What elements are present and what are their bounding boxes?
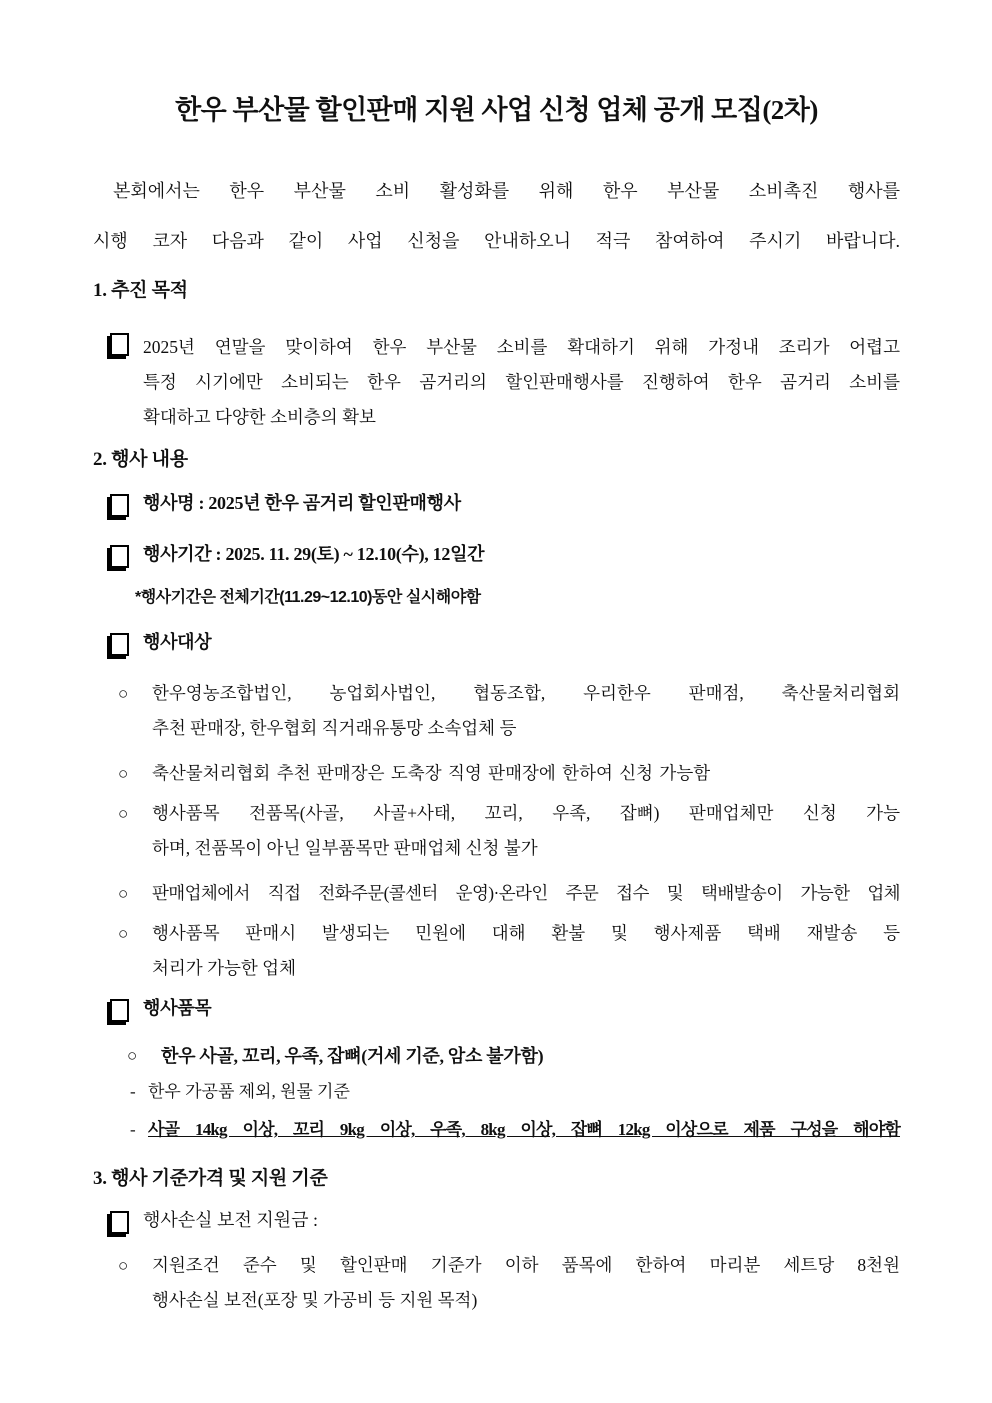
target-line: 축산물처리협회 추천 판매장은 도축장 직영 판매장에 한하여 신청 가능함 [152,763,711,783]
target-line: 추천 판매장, 한우협회 직거래유통망 소속업체 등 [152,718,517,738]
target-item-2 [93,756,900,791]
support-line: 지원조건 준수 및 할인판매 기준가 이하 품목에 한하여 마리분 세트당 8천원 [152,1255,900,1275]
checkbox-bullet-icon [110,999,129,1022]
circle-bullet-icon: ○ [118,684,129,703]
items-main-text: 한우 사골, 꼬리, 우족, 잡뼈(거세 기준, 암소 불가함) [161,1046,544,1066]
items-note-text: 한우 가공품 제외, 원물 기준 [148,1082,350,1101]
support-item-text [152,1248,900,1318]
items-heading-text: 행사품목 [143,998,212,1018]
checkbox-bullet-icon [110,494,129,517]
event-period-text: 행사기간 : 2025. 11. 29(토) ~ 12.10(수), 12일간 [143,544,485,564]
items-requirement-item [93,1116,900,1144]
target-line: 행사품목 판매시 발생되는 민원에 대해 환불 및 행사제품 택배 재발송 등 [152,923,900,943]
period-note: *행사기간은 전체기간(11.29~12.10)동안 실시해야함 [135,589,481,606]
underlined-requirement-line: 사골 14kg 이상, 꼬리 9kg 이상, 우족, 8kg 이상, 잡뼈 12kg 이상으로 제품 구성을 해야함 [148,1120,900,1139]
circle-bullet-icon: ○ [118,884,129,903]
target-item-text [152,676,900,746]
purpose-line: 2025년 연말을 맞이하여 한우 부산물 소비를 확대하기 위해 가정내 조리가 어렵고 [143,337,900,357]
target-item-text [152,756,900,791]
target-item-1 [93,676,900,746]
section-event-content [93,447,900,1144]
circle-bullet-icon: ○ [118,1256,129,1275]
dash-bullet-icon: - [130,1120,136,1139]
target-item-4 [93,876,900,911]
section-heading-2: 2. 행사 내용 [93,449,188,470]
target-line: 한우영농조합법인, 농업회사법인, 협동조합, 우리한우 판매점, 축산물처리협회 [152,683,900,703]
event-period-item [93,542,900,568]
target-item-text [152,916,900,986]
purpose-line: 특정 시기에만 소비되는 한우 곰거리의 할인판매행사를 진행하여 한우 곰거리 소비를 [143,372,900,392]
items-main-item [93,1044,900,1068]
purpose-text [143,330,900,435]
circle-bullet-icon: ○ [118,924,129,943]
target-line: 행사품목 전품목(사골, 사골+사태, 꼬리, 우족, 잡뼈) 판매업체만 신청 가능 [152,803,900,823]
target-item-text [152,876,900,911]
dash-bullet-icon: - [130,1082,136,1101]
support-heading-text: 행사손실 보전 지원금 : [143,1210,318,1230]
intro-line: 본회에서는 한우 부산물 소비 활성화를 위해 한우 부산물 소비촉진 행사를 [113,181,900,201]
section-heading-1: 1. 추진 목적 [93,280,188,301]
items-note-item [93,1078,900,1106]
target-item-5 [93,916,900,986]
event-name-text: 행사명 : 2025년 한우 곰거리 할인판매행사 [143,493,461,513]
support-heading-item [93,1208,900,1234]
support-line: 행사손실 보전(포장 및 가공비 등 지원 목적) [152,1290,478,1310]
checkbox-bullet-icon [110,545,129,568]
target-item-3 [93,796,900,866]
support-item-1 [93,1248,900,1318]
page-title: 한우 부산물 할인판매 지원 사업 신청 업체 공개 모집(2차) [175,95,818,125]
target-line: 판매업체에서 직접 전화주문(콜센터 운영)·온라인 주문 접수 및 택배발송이 가능한 업체 [152,883,900,903]
target-line: 하며, 전품목이 아닌 일부품목만 판매업체 신청 불가 [152,838,538,858]
target-heading-text: 행사대상 [143,632,212,652]
items-heading-item [93,996,900,1022]
target-line: 처리가 가능한 업체 [152,958,296,978]
section-support [93,1166,900,1318]
target-item-text [152,796,900,866]
target-heading-item [93,630,900,656]
section-heading-3: 3. 행사 기준가격 및 지원 기준 [93,1168,328,1189]
checkbox-bullet-icon [110,633,129,656]
circle-bullet-icon: ○ [127,1046,138,1065]
checkbox-bullet-icon [110,1211,129,1234]
intro-line: 시행 코자 다음과 같이 사업 신청을 안내하오니 적극 참여하여 주시기 바랍니다. [93,231,900,251]
section-purpose [93,278,900,435]
intro-paragraph [93,166,900,266]
purpose-item [93,330,900,435]
circle-bullet-icon: ○ [118,804,129,823]
purpose-line: 확대하고 다양한 소비층의 확보 [143,407,376,427]
checkbox-bullet-icon [110,333,129,356]
circle-bullet-icon: ○ [118,764,129,783]
event-name-item [93,491,900,517]
